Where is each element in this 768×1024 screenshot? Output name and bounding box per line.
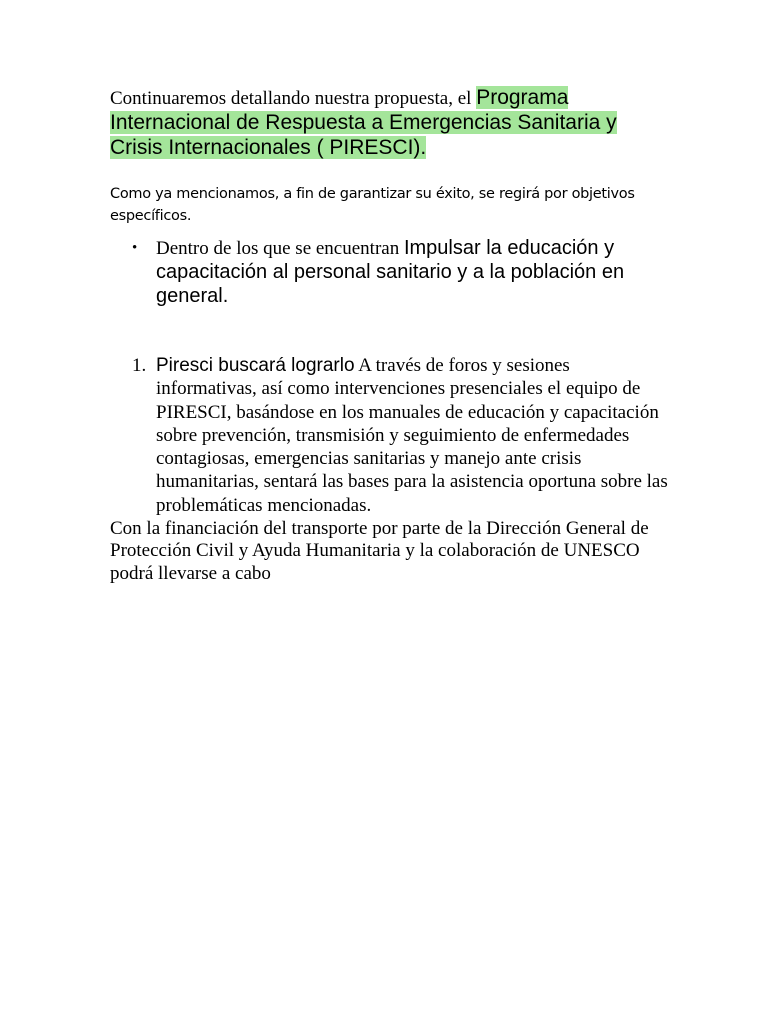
financing-paragraph: Con la financiación del transporte por parte de la Dirección General de Protección Civil y Ayuda Humanitaria y la colaboración de UNESCO podrá llevarse a cabo (110, 518, 649, 584)
numbered-body-text: A través de foros y sesiones informativas, así como intervenciones presenciales el equipo de PIRESCI, basándose en los manuales de educación y capacitación sobre prevención, transmisión y seguimiento de enfermedades contagiosas, emergencias sanitarias y manejo ante crisis humanitarias, sentará las bases para la asistencia oportuna sobre las problemáticas mencionadas. (156, 355, 668, 516)
intro-text: Continuaremos detallando nuestra propuesta, el (110, 88, 477, 109)
objectives-paragraph: Como ya mencionamos, a fin de garantizar su éxito, se regirá por objetivos específicos. (110, 186, 635, 224)
bullet-list-item (110, 237, 670, 309)
bullet-marker: • (132, 240, 138, 256)
program-name-highlight: Programa Internacional de Respuesta a Emergencias Sanitaria y Crisis Internacionales ( PIRESCI). (110, 86, 617, 159)
intro-paragraph (110, 86, 670, 161)
numbered-marker: 1. (132, 355, 147, 376)
numbered-lead-text: Piresci buscará lograrlo (156, 355, 355, 376)
document-page (110, 86, 670, 585)
bullet-lead-text: Dentro de los que se encuentran (156, 238, 404, 259)
numbered-list-item (110, 355, 670, 518)
bullet-objective-text: Impulsar la educación y capacitación al personal sanitario y a la población en general. (156, 237, 625, 307)
